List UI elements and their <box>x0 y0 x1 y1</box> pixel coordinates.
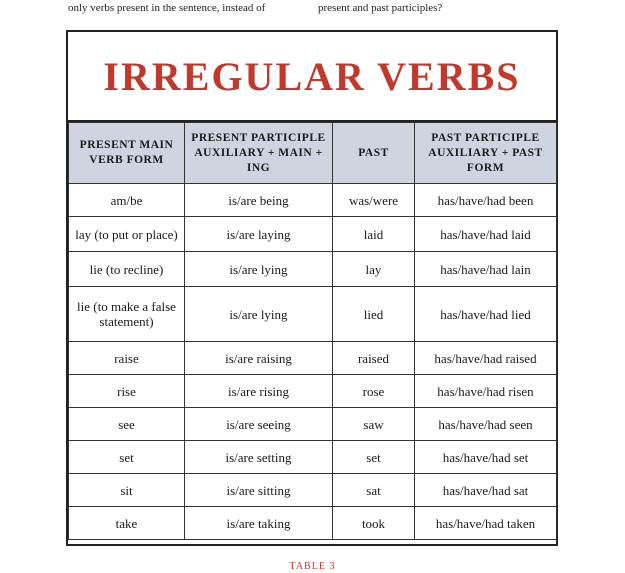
irregular-verbs-table-frame <box>66 30 558 546</box>
header-present-main-verb-form: PRESENT MAIN VERB FORM <box>69 123 185 184</box>
cell-past: saw <box>333 408 415 441</box>
table-row <box>69 184 557 217</box>
table-title: IRREGULAR VERBS <box>103 53 521 99</box>
header-past: PAST <box>333 123 415 184</box>
table-row <box>69 375 557 408</box>
cell-present: rise <box>69 375 185 408</box>
table-caption: TABLE 3 <box>289 561 336 572</box>
cell-present-participle: is/are laying <box>185 217 333 252</box>
cell-present-participle: is/are lying <box>185 287 333 342</box>
cell-present-participle: is/are seeing <box>185 408 333 441</box>
cell-past: was/were <box>333 184 415 217</box>
cell-present: take <box>69 507 185 540</box>
cell-present: see <box>69 408 185 441</box>
table-row <box>69 408 557 441</box>
cell-present-participle: is/are sitting <box>185 474 333 507</box>
cell-past-participle: has/have/had lain <box>415 252 557 287</box>
cell-past: took <box>333 507 415 540</box>
cell-present: sit <box>69 474 185 507</box>
cell-present: am/be <box>69 184 185 217</box>
cell-present: lie (to recline) <box>69 252 185 287</box>
cell-past: laid <box>333 217 415 252</box>
cell-past: set <box>333 441 415 474</box>
table-row <box>69 252 557 287</box>
cell-present: lay (to put or place) <box>69 217 185 252</box>
cell-past-participle: has/have/had risen <box>415 375 557 408</box>
cell-past: lied <box>333 287 415 342</box>
top-text-left: only verbs present in the sentence, instead of <box>68 2 266 14</box>
cell-present: raise <box>69 342 185 375</box>
top-text-right: present and past participles? <box>318 2 443 14</box>
table-row <box>69 507 557 540</box>
cell-present-participle: is/are being <box>185 184 333 217</box>
cell-past-participle: has/have/had set <box>415 441 557 474</box>
cell-present-participle: is/are setting <box>185 441 333 474</box>
cell-past-participle: has/have/had raised <box>415 342 557 375</box>
cell-past-participle: has/have/had been <box>415 184 557 217</box>
cell-present: lie (to make a false statement) <box>69 287 185 342</box>
cell-present-participle: is/are taking <box>185 507 333 540</box>
cell-past-participle: has/have/had taken <box>415 507 557 540</box>
cell-past: rose <box>333 375 415 408</box>
table-row <box>69 441 557 474</box>
cell-past-participle: has/have/had seen <box>415 408 557 441</box>
cell-past: raised <box>333 342 415 375</box>
title-box <box>68 32 556 122</box>
header-present-participle: PRESENT PARTICIPLE AUXILIARY + MAIN + ING <box>185 123 333 184</box>
verbs-table <box>68 122 557 540</box>
cell-past: lay <box>333 252 415 287</box>
cell-past-participle: has/have/had sat <box>415 474 557 507</box>
cell-past-participle: has/have/had lied <box>415 287 557 342</box>
table-row <box>69 287 557 342</box>
cell-past-participle: has/have/had laid <box>415 217 557 252</box>
table-row <box>69 342 557 375</box>
cell-past: sat <box>333 474 415 507</box>
header-past-participle: PAST PARTICIPLE AUXILIARY + PAST FORM <box>415 123 557 184</box>
table-row <box>69 474 557 507</box>
cell-present-participle: is/are rising <box>185 375 333 408</box>
header-row <box>69 123 557 184</box>
cell-present: set <box>69 441 185 474</box>
table-row <box>69 217 557 252</box>
cell-present-participle: is/are lying <box>185 252 333 287</box>
cell-present-participle: is/are raising <box>185 342 333 375</box>
